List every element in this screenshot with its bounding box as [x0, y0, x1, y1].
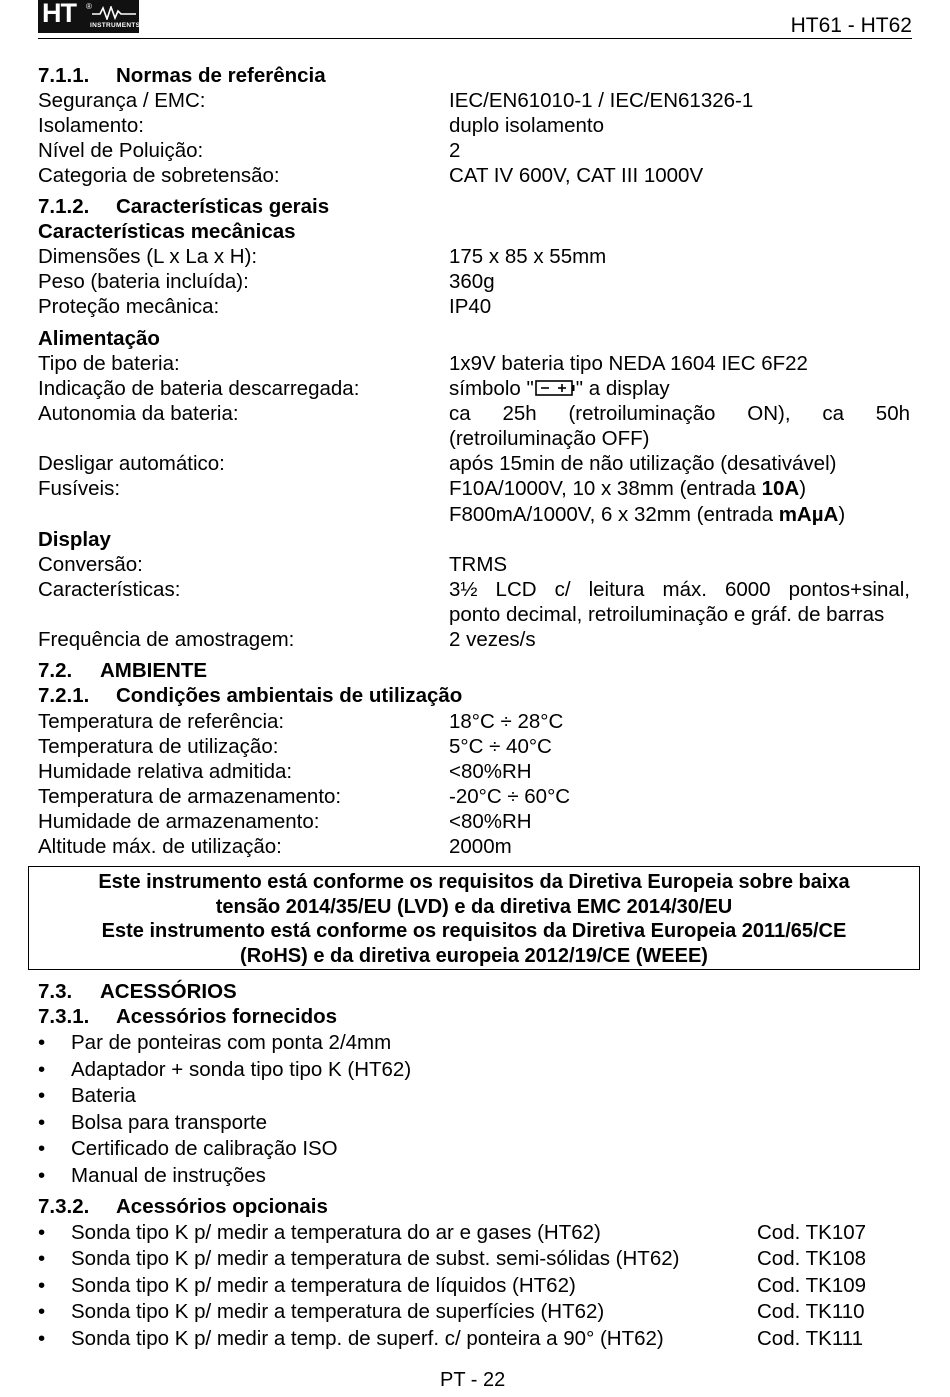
spec-value: símbolo " " a display [449, 377, 670, 400]
spec-label: Humidade relativa admitida: [38, 760, 293, 783]
section-heading-7-1-2: 7.1.2. Características gerais [38, 195, 330, 218]
bullet-icon: • [38, 1274, 46, 1297]
bullet-icon: • [38, 1111, 46, 1134]
section-heading-7-2-1: 7.2.1. Condições ambientais de utilização [38, 684, 463, 707]
spec-value: duplo isolamento [449, 114, 604, 137]
list-item: • Bolsa para transporte [38, 1111, 268, 1134]
subheading-display: Display [38, 528, 111, 551]
spec-label: Autonomia da bateria: [38, 402, 239, 425]
battery-low-icon [535, 379, 575, 397]
logo-subtitle: INSTRUMENTS [90, 22, 141, 29]
header-divider [38, 38, 912, 39]
accessory-code: Cod. TK109 [757, 1274, 867, 1297]
spec-label: Fusíveis: [38, 477, 121, 500]
spec-value-continued: (retroiluminação OFF) [449, 427, 650, 450]
list-item: • Bateria [38, 1084, 136, 1107]
list-item: • Certificado de calibração ISO [38, 1137, 338, 1160]
list-item: • Par de ponteiras com ponta 2/4mm [38, 1031, 392, 1054]
spec-value: 175 x 85 x 55mm [449, 245, 607, 268]
accessory-code: Cod. TK110 [757, 1300, 865, 1323]
spec-label: Desligar automático: [38, 452, 225, 475]
spec-value: IEC/EN61010-1 / IEC/EN61326-1 [449, 89, 754, 112]
bullet-icon: • [38, 1327, 46, 1350]
registered-mark-icon: ® [86, 2, 92, 11]
bullet-icon: • [38, 1164, 46, 1187]
spec-value: TRMS [449, 553, 508, 576]
spec-label: Tipo de bateria: [38, 352, 180, 375]
bullet-icon: • [38, 1221, 46, 1244]
spec-value: 18°C ÷ 28°C [449, 710, 564, 733]
spec-value: F10A/1000V, 10 x 38mm (entrada 10A) [449, 477, 807, 500]
list-item: • Sonda tipo K p/ medir a temperatura de líquidos (HT62) [38, 1274, 576, 1297]
logo-text: HT [42, 0, 76, 28]
spec-label: Temperatura de armazenamento: [38, 785, 342, 808]
list-item: • Sonda tipo K p/ medir a temperatura de subst. semi-sólidas (HT62) [38, 1247, 680, 1270]
list-item: • Sonda tipo K p/ medir a temp. de superf. c/ ponteira a 90° (HT62) [38, 1327, 664, 1350]
accessory-code: Cod. TK108 [757, 1247, 867, 1270]
ht-instruments-logo [38, 0, 139, 33]
spec-value: -20°C ÷ 60°C [449, 785, 571, 808]
spec-value: 2 vezes/s [449, 628, 536, 651]
notice-line: Este instrumento está conforme os requisitos da Diretiva Europeia 2011/65/CE [101, 920, 847, 942]
spec-value: 2000m [449, 835, 512, 858]
bullet-icon: • [38, 1247, 46, 1270]
spec-value: ca 25h (retroiluminação ON), ca 50h [449, 402, 910, 425]
section-heading-7-3: 7.3. ACESSÓRIOS [38, 980, 237, 1003]
spec-value: 1x9V bateria tipo NEDA 1604 IEC 6F22 [449, 352, 808, 375]
bullet-icon: • [38, 1300, 46, 1323]
spec-label: Proteção mecânica: [38, 295, 220, 318]
spec-label: Altitude máx. de utilização: [38, 835, 282, 858]
accessory-code: Cod. TK107 [757, 1221, 867, 1244]
subheading-power: Alimentação [38, 327, 160, 350]
spec-value: 360g [449, 270, 495, 293]
spec-value: após 15min de não utilização (desativável) [449, 452, 837, 475]
waveform-icon [92, 6, 136, 20]
spec-label: Conversão: [38, 553, 143, 576]
section-heading-7-1-1: 7.1.1. Normas de referência [38, 64, 326, 87]
spec-value: <80%RH [449, 810, 532, 833]
spec-value: <80%RH [449, 760, 532, 783]
spec-label: Indicação de bateria descarregada: [38, 377, 360, 400]
spec-value: IP40 [449, 295, 492, 318]
section-heading-7-3-2: 7.3.2. Acessórios opcionais [38, 1195, 328, 1218]
list-item: • Sonda tipo K p/ medir a temperatura de superfícies (HT62) [38, 1300, 605, 1323]
spec-value: CAT IV 600V, CAT III 1000V [449, 164, 704, 187]
spec-label: Temperatura de utilização: [38, 735, 279, 758]
spec-label: Dimensões (L x La x H): [38, 245, 258, 268]
bullet-icon: • [38, 1058, 46, 1081]
accessory-code: Cod. TK111 [757, 1327, 863, 1350]
spec-value: 3½ LCD c/ leitura máx. 6000 pontos+sinal, [449, 578, 910, 601]
notice-line: tensão 2014/35/EU (LVD) e da diretiva EMC 2014/30/EU [215, 895, 733, 918]
bullet-icon: • [38, 1031, 46, 1054]
spec-label: Peso (bateria incluída): [38, 270, 249, 293]
page-number: PT - 22 [440, 1369, 506, 1391]
document-title: HT61 - HT62 [790, 14, 912, 37]
subheading-mechanical: Características mecânicas [38, 220, 296, 243]
list-item: • Adaptador + sonda tipo tipo K (HT62) [38, 1058, 412, 1081]
list-item: • Sonda tipo K p/ medir a temperatura do ar e gases (HT62) [38, 1221, 601, 1244]
list-item: • Manual de instruções [38, 1164, 266, 1187]
spec-value: F800mA/1000V, 6 x 32mm (entrada mAµA) [449, 503, 846, 526]
bullet-icon: • [38, 1137, 46, 1160]
spec-label: Frequência de amostragem: [38, 628, 295, 651]
compliance-notice-box [28, 866, 920, 970]
spec-value: 2 [449, 139, 461, 162]
spec-label: Isolamento: [38, 114, 144, 137]
notice-line: (RoHS) e da diretiva europeia 2012/19/CE (WEEE) [240, 944, 708, 967]
spec-value: 5°C ÷ 40°C [449, 735, 552, 758]
spec-label: Temperatura de referência: [38, 710, 285, 733]
spec-label: Categoria de sobretensão: [38, 164, 280, 187]
spec-label: Nível de Poluição: [38, 139, 204, 162]
spec-label: Segurança / EMC: [38, 89, 206, 112]
bullet-icon: • [38, 1084, 46, 1107]
spec-value-continued: ponto decimal, retroiluminação e gráf. de barras [449, 603, 885, 626]
spec-label: Humidade de armazenamento: [38, 810, 320, 833]
spec-label: Características: [38, 578, 181, 601]
section-heading-7-3-1: 7.3.1. Acessórios fornecidos [38, 1005, 338, 1028]
section-heading-7-2: 7.2. AMBIENTE [38, 659, 208, 682]
notice-line: Este instrumento está conforme os requisitos da Diretiva Europeia sobre baixa [98, 871, 850, 893]
